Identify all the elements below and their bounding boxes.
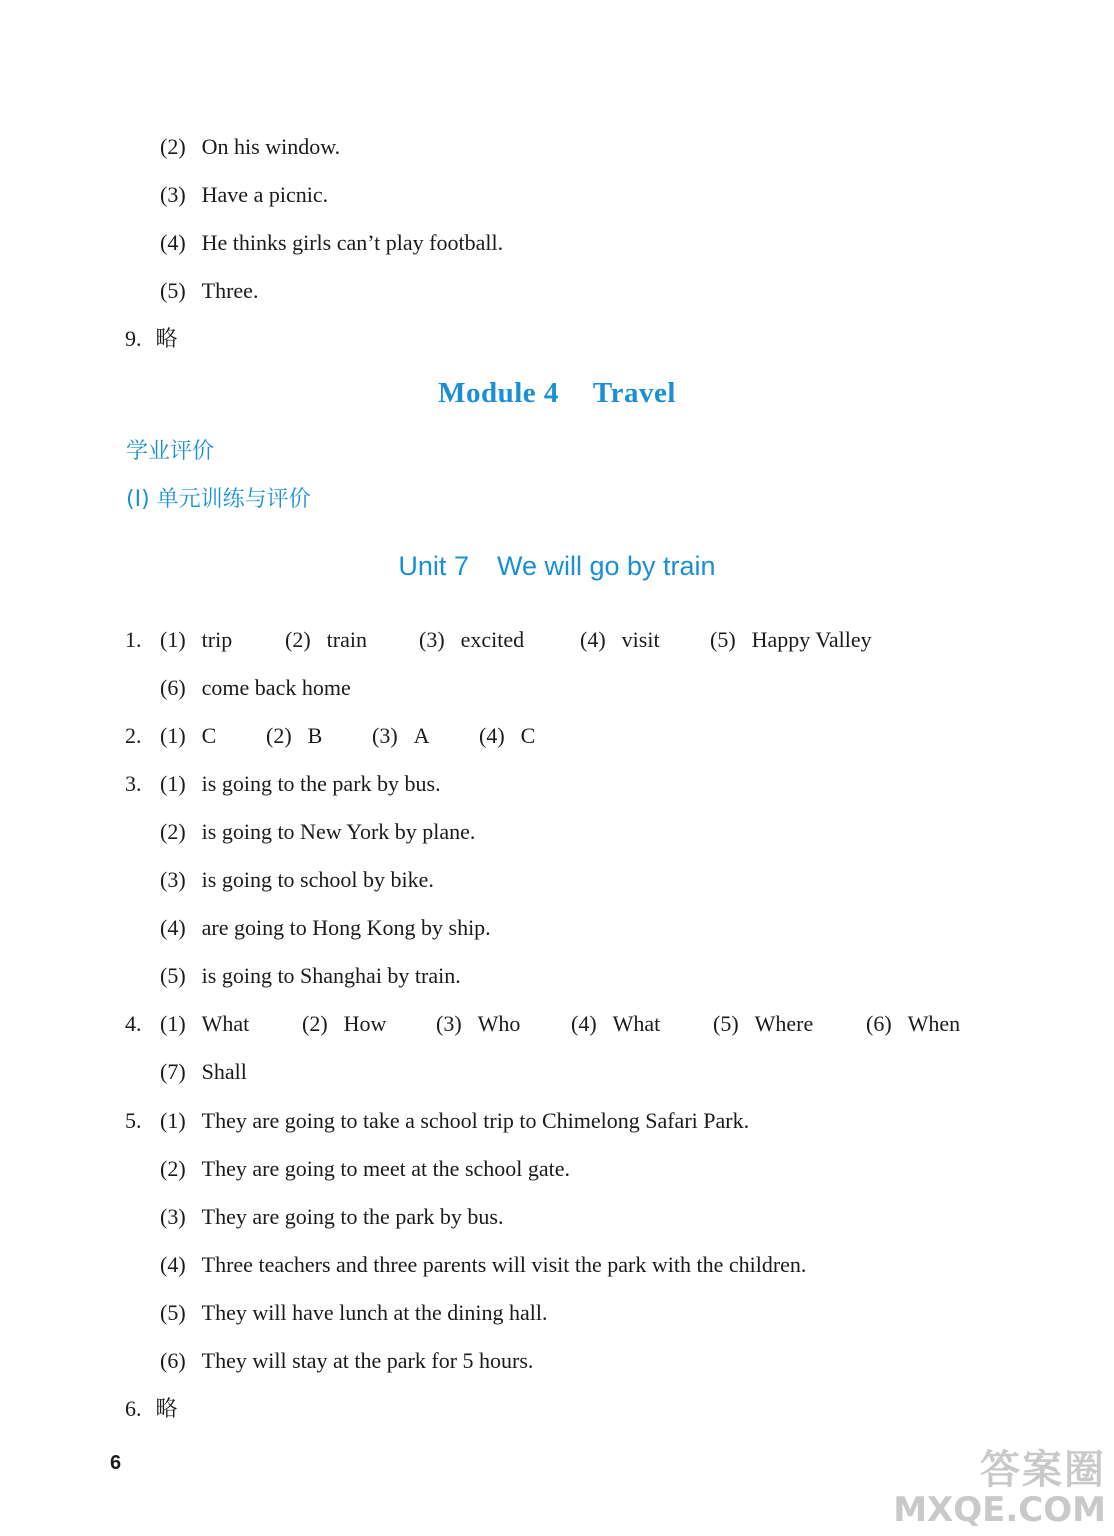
- section-subtitle: (Ⅰ) 单元训练与评价: [126, 487, 311, 512]
- answer-item: (5) They will have lunch at the dining hall.: [160, 1300, 548, 1325]
- answer-item: (5) Happy Valley: [710, 627, 872, 652]
- answer-item: (1) C: [160, 723, 217, 748]
- answer-item: (4) visit: [580, 627, 660, 652]
- answer-item: (2) train: [285, 627, 367, 652]
- module-title: Module 4 Travel: [438, 377, 676, 409]
- unit-title: Unit 7 We will go by train: [398, 551, 716, 581]
- answer-item: (7) Shall: [160, 1059, 247, 1084]
- question-1: 1.: [125, 627, 142, 652]
- answer-item: (5) Where: [713, 1011, 814, 1036]
- answer-item: (1) What: [160, 1011, 250, 1036]
- answer-item: (6) come back home: [160, 675, 351, 700]
- answer-item: (1) is going to the park by bus.: [160, 771, 441, 796]
- answer-item: (2) On his window.: [160, 134, 341, 159]
- watermark-logo: 答案圈 MXQE.COM: [893, 1447, 1106, 1530]
- question-5: 5.: [125, 1108, 142, 1133]
- answer-item: (4) Three teachers and three parents will visit the park with the children.: [160, 1252, 807, 1277]
- section-title: 学业评价: [126, 439, 215, 464]
- answer-item: (6) They will stay at the park for 5 hours.: [160, 1348, 534, 1373]
- question-9: 9. 略: [125, 326, 178, 351]
- page-number: 6: [110, 1452, 122, 1474]
- answer-item: (6) When: [866, 1011, 961, 1036]
- question-3: 3.: [125, 771, 142, 796]
- answer-item: (3) Have a picnic.: [160, 182, 329, 207]
- answer-item: (4) What: [571, 1011, 661, 1036]
- answer-item: (4) C: [479, 723, 536, 748]
- answer-item: (2) B: [266, 723, 323, 748]
- answer-item: (3) Who: [436, 1011, 521, 1036]
- answer-item: (1) They are going to take a school trip to Chimelong Safari Park.: [160, 1108, 750, 1133]
- answer-item: (3) A: [372, 723, 430, 748]
- answer-item: (1) trip: [160, 627, 233, 652]
- answer-item: (3) is going to school by bike.: [160, 867, 434, 892]
- question-2: 2.: [125, 723, 142, 748]
- answer-item: (5) Three.: [160, 278, 259, 303]
- answer-item: (2) is going to New York by plane.: [160, 819, 476, 844]
- question-4: 4.: [125, 1011, 142, 1036]
- answer-item: (5) is going to Shanghai by train.: [160, 963, 461, 988]
- answer-item: (4) are going to Hong Kong by ship.: [160, 915, 491, 940]
- question-6: 6. 略: [125, 1396, 178, 1421]
- answer-item: (3) They are going to the park by bus.: [160, 1204, 504, 1229]
- answer-item: (3) excited: [419, 627, 525, 652]
- answer-item: (2) They are going to meet at the school gate.: [160, 1156, 571, 1181]
- answer-item: (2) How: [302, 1011, 387, 1036]
- answer-item: (4) He thinks girls can’t play football.: [160, 230, 504, 255]
